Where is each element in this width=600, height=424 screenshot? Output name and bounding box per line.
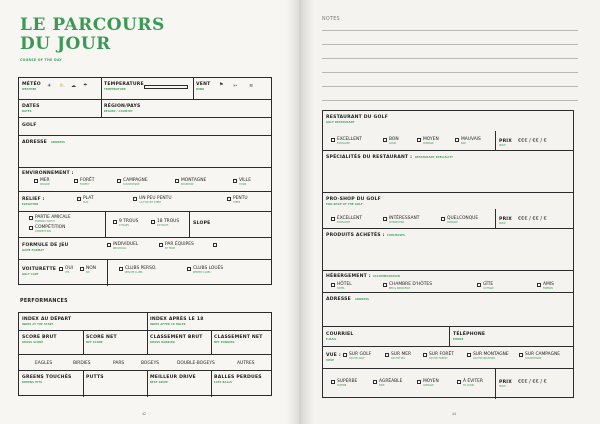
format-checkbox[interactable] (213, 243, 217, 247)
accommodation-checkbox[interactable] (331, 283, 335, 287)
sun-icon: ☀ (47, 83, 52, 89)
golf-row: GOLF (19, 118, 271, 136)
performances-heading: PERFORMANCES (20, 299, 68, 304)
individual-checkbox[interactable] (107, 243, 111, 247)
proshop-checkbox[interactable] (441, 217, 445, 221)
contact-row: COURRIEL E-MAIL TÉLÉPHONE PHONE (323, 327, 573, 347)
relief-checkbox[interactable] (227, 197, 231, 201)
overall-checkbox[interactable] (417, 380, 421, 384)
overall-checkbox[interactable] (373, 380, 377, 384)
proshop-checkbox[interactable] (383, 217, 387, 221)
temperature-scale (144, 85, 188, 89)
environment-row: ENVIRONNEMENT : MER SEASIDE FORÊT FOREST CAMPAGNE COUNTRYSIDE MONTAGNE MOUNTAIN VILLE TOWN (19, 168, 271, 192)
rented-clubs-checkbox[interactable] (187, 267, 191, 271)
cart-yes-checkbox[interactable] (59, 267, 63, 271)
overall-row: SUPERBE SUPERB AGRÉABLE NICE MOYEN AVERAGE À ÉVITER TO AVOID PRIX PRICE €€€ / €€ / € (323, 369, 573, 399)
page-subtitle: COURSE OF THE DAY (20, 58, 63, 62)
team-checkbox[interactable] (159, 243, 163, 247)
accommodation-checkbox[interactable] (477, 283, 481, 287)
course-form (18, 77, 272, 285)
env-checkbox[interactable] (74, 179, 78, 183)
address-row: ADRESSE ADDRESS (19, 136, 271, 168)
cloud-sun-icon: ⛅ (59, 83, 66, 89)
accommodation-checkbox[interactable] (383, 283, 387, 287)
cart-no-checkbox[interactable] (80, 267, 84, 271)
proshop-section: PRO-SHOP DU GOLF PRO-SHOP OF THE GOLF EXCELLENT EXCELLENT INTÉRESSANT INTERESTING QUELCONQUE AVERAGE PRIX PRICE €€€ / €€ / € (323, 193, 573, 229)
rating-checkbox[interactable] (417, 138, 421, 142)
competition-checkbox[interactable] (29, 226, 33, 230)
relief-checkbox[interactable] (77, 197, 81, 201)
proshop-checkbox[interactable] (331, 217, 335, 221)
relief-row: RELIEF : ELEVATION PLAT FLAT UN PEU PENTU A LITTLE BIT STEEP PENTU STEEP (19, 192, 271, 212)
holes9-checkbox[interactable] (113, 220, 117, 224)
dates-row: DATES DATES RÉGION/PAYS REGION / COUNTRY (19, 100, 271, 118)
view-checkbox[interactable] (343, 353, 347, 357)
cloud-icon: ☁ (71, 83, 76, 89)
flag-icon: ⚑ (219, 82, 224, 88)
env-checkbox[interactable] (34, 179, 38, 183)
notes-heading: NOTES (322, 17, 340, 22)
view-checkbox[interactable] (385, 353, 389, 357)
purchases-section: PRODUITS ACHETÉS : PURCHASES (323, 229, 573, 271)
relief-checkbox[interactable] (133, 197, 137, 201)
holes18-checkbox[interactable] (151, 220, 155, 224)
venue-form (322, 110, 574, 398)
weather-row: MÉTÉO WEATHER ☀ ⛅ ☁ ☂ TEMPERATURE TEMPERATURE VENT WIND ⚑ ➳ ≋ (19, 78, 271, 100)
book-gutter (286, 0, 314, 424)
format-row: FORMULE DE JEU GAME FORMAT INDIVIDUEL INDIVIDUAL PAR ÉQUIPES BY TEAM (19, 238, 271, 260)
wind-icon: ≋ (249, 83, 254, 89)
restaurant-section: RESTAURANT DU GOLF GOLF RESTAURANT EXCELLENT EXCELLENT BON GOOD MOYEN AVERAGE MAUVAIS BAD PRIX PRICE €€€ / €€ / € (323, 111, 573, 151)
view-checkbox[interactable] (467, 353, 471, 357)
view-row: VUE : VIEW SUR GOLF ON THE GOLF SUR MER ON THE SEA SUR FORÊT ON THE FOREST SUR MONTAGNE ON THE MOUNTAIN SUR CAMPAGNE COUNTRYSIDE (323, 347, 573, 369)
accommodation-address: ADRESSE ADDRESS (323, 293, 573, 327)
rain-icon: ☂ (83, 83, 88, 89)
page-number: 44 (452, 412, 457, 416)
match-row: PARTIE AMICALE FRIENDLY MATCH COMPÉTITION COMPETITION 9 TROUS 9 HOLES 18 TROUS 18 HOLES SLOPE (19, 212, 271, 238)
rating-checkbox[interactable] (455, 138, 459, 142)
view-checkbox[interactable] (423, 353, 427, 357)
view-checkbox[interactable] (519, 353, 523, 357)
cart-row: VOITURETTE GOLF CART OUI YES NON NO CLUBS PERSO. PRIVATE CLUBS CLUBS LOUÉS RENTED CLUBS (19, 260, 271, 286)
private-clubs-checkbox[interactable] (119, 267, 123, 271)
accommodation-checkbox[interactable] (537, 283, 541, 287)
page-title: LE PARCOURS DU JOUR (20, 15, 165, 54)
overall-checkbox[interactable] (331, 380, 335, 384)
rating-checkbox[interactable] (331, 138, 335, 142)
specialities-section: SPÉCIALITÉS DU RESTAURANT : RESTAURANT SPECIALITY (323, 151, 573, 193)
env-checkbox[interactable] (233, 179, 237, 183)
accommodation-section: HÉBERGEMENT : ACCOMMODATION HÔTEL HOTEL CHAMBRE D'HÔTES BED & BREAKFAST GÎTE COTTAGE AMIS FRIENDS (323, 271, 573, 293)
page-number: 42 (142, 412, 147, 416)
windsock-icon: ➳ (233, 83, 238, 89)
env-checkbox[interactable] (117, 179, 121, 183)
rating-checkbox[interactable] (383, 138, 387, 142)
performances-form: INDEX AU DÉPART INDEX AT THE START INDEX APRÈS LE 18 INDEX AFTER 18 HOLES SCORE BRUT GROSS SCORE SCORE NET NET SCORE CLASSEMENT BRUT GROSS RANKING CLASSEMENT NET NET RANKING EAGLES BIRDIES PARS BOGEYS DOUBLE-BOGEYS AUTRES GREENS TOUCHÉS GREENS HITS PUTTS MEILLEUR DRIVE BEST DRIVE BALLES PERDUES LOST BALLS (18, 312, 272, 396)
env-checkbox[interactable] (175, 179, 179, 183)
friendly-checkbox[interactable] (29, 216, 33, 220)
overall-checkbox[interactable] (457, 380, 461, 384)
